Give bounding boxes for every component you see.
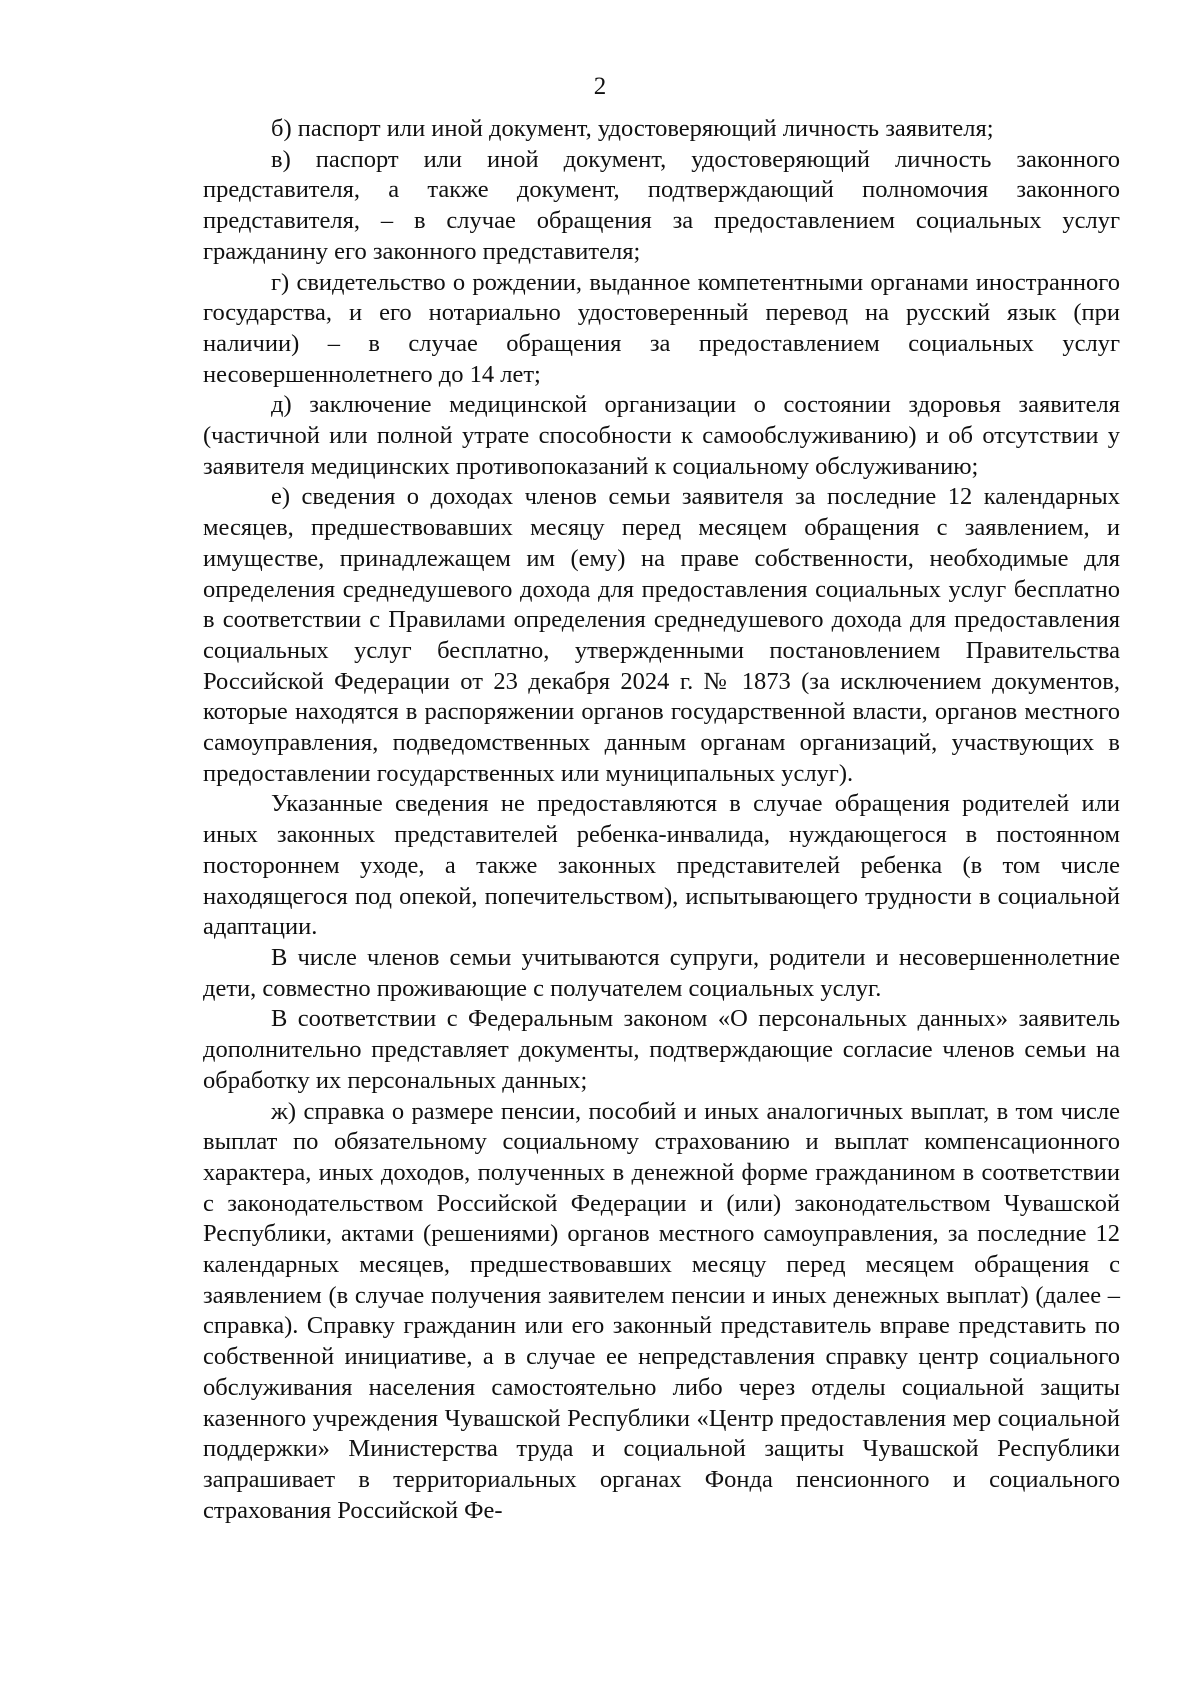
paragraph-d-medical-conclusion: д) заключение медицинской организации о состоянии здоровья заявителя (частичной или полной утрате способности к самообслуживанию) и об отсутствии у заявителя медицинских противопоказаний к социальному обслуживанию; xyxy=(203,391,1120,480)
paragraph-family-members: В числе членов семьи учитываются супруги, родители и несовершеннолетние дети, совместно проживающие с получателем социальных услуг. xyxy=(203,943,1120,1002)
page-number: 2 xyxy=(593,73,607,100)
paragraph-v-representative-passport: в) паспорт или иной документ, удостоверяющий личность законного представителя, а также документ, подтверждающий полномочия законного представителя, – в случае обращения за предоставлением социальных услуг гражданину его законного представителя; xyxy=(203,145,1120,265)
paragraph-e-income-information: е) сведения о доходах членов семьи заявителя за последние 12 календарных месяцев, предшествовавших месяцу перед месяцем обращения с заявлением, и имуществе, принадлежащем им (ему) на праве собственности, необходимые для определения среднедушевого дохода для предоставления социальных услуг бесплатно в соответствии с Правилами определения среднедушевого дохода для предоставления социальных услуг бесплатно, утвержденными постановлением Правительства Российской Федерации от 23 декабря 2024 г. № 1873 (за исключением документов, которые находятся в распоряжении органов государственной власти, органов местного самоуправления, подведомственных данным органам организаций, участвующих в предоставлении государственных или муниципальных услуг). xyxy=(203,483,1120,787)
paragraph-g-birth-certificate: г) свидетельство о рождении, выданное компетентными органами иностранного государства, и его нотариально удостоверенный перевод на русский язык (при наличии) – в случае обращения за предоставлением социальных услуг несовершеннолетнего до 14 лет; xyxy=(203,268,1120,388)
document-body xyxy=(203,114,1120,1526)
paragraph-exemption-note: Указанные сведения не предоставляются в случае обращения родителей или иных законных представителей ребенка-инвалида, нуждающегося в постоянном постороннем уходе, а также законных представителей ребенка (в том числе находящегося под опекой, попечительством), испытывающего трудности в социальной адаптации. xyxy=(203,790,1120,941)
paragraph-zh-pension-certificate: ж) справка о размере пенсии, пособий и иных аналогичных выплат, в том числе выплат по обязательному социальному страхованию и выплат компенсационного характера, иных доходов, полученных в денежной форме гражданином в соответствии с законодательством Российской Федерации и (или) законодательством Чувашской Республики, актами (решениями) органов местного самоуправления, за последние 12 календарных месяцев, предшествовавших месяцу перед месяцем обращения с заявлением (в случае получения заявителем пенсии и иных денежных выплат) (далее – справка). Справку гражданин или его законный представитель вправе представить по собственной инициативе, а в случае ее непредставления справку центр социального обслуживания населения самостоятельно либо через отделы социальной защиты казенного учреждения Чувашской Республики «Центр предоставления мер социальной поддержки» Министерства труда и социальной защиты Чувашской Республики запрашивает в территориальных органах Фонда пенсионного и социального страхования Российской Фе- xyxy=(203,1097,1120,1524)
paragraph-personal-data-consent: В соответствии с Федеральным законом «О персональных данных» заявитель дополнительно представляет документы, подтверждающие согласие членов семьи на обработку их персональных данных; xyxy=(203,1005,1120,1094)
paragraph-b-passport: б) паспорт или иной документ, удостоверяющий личность заявителя; xyxy=(271,115,994,142)
